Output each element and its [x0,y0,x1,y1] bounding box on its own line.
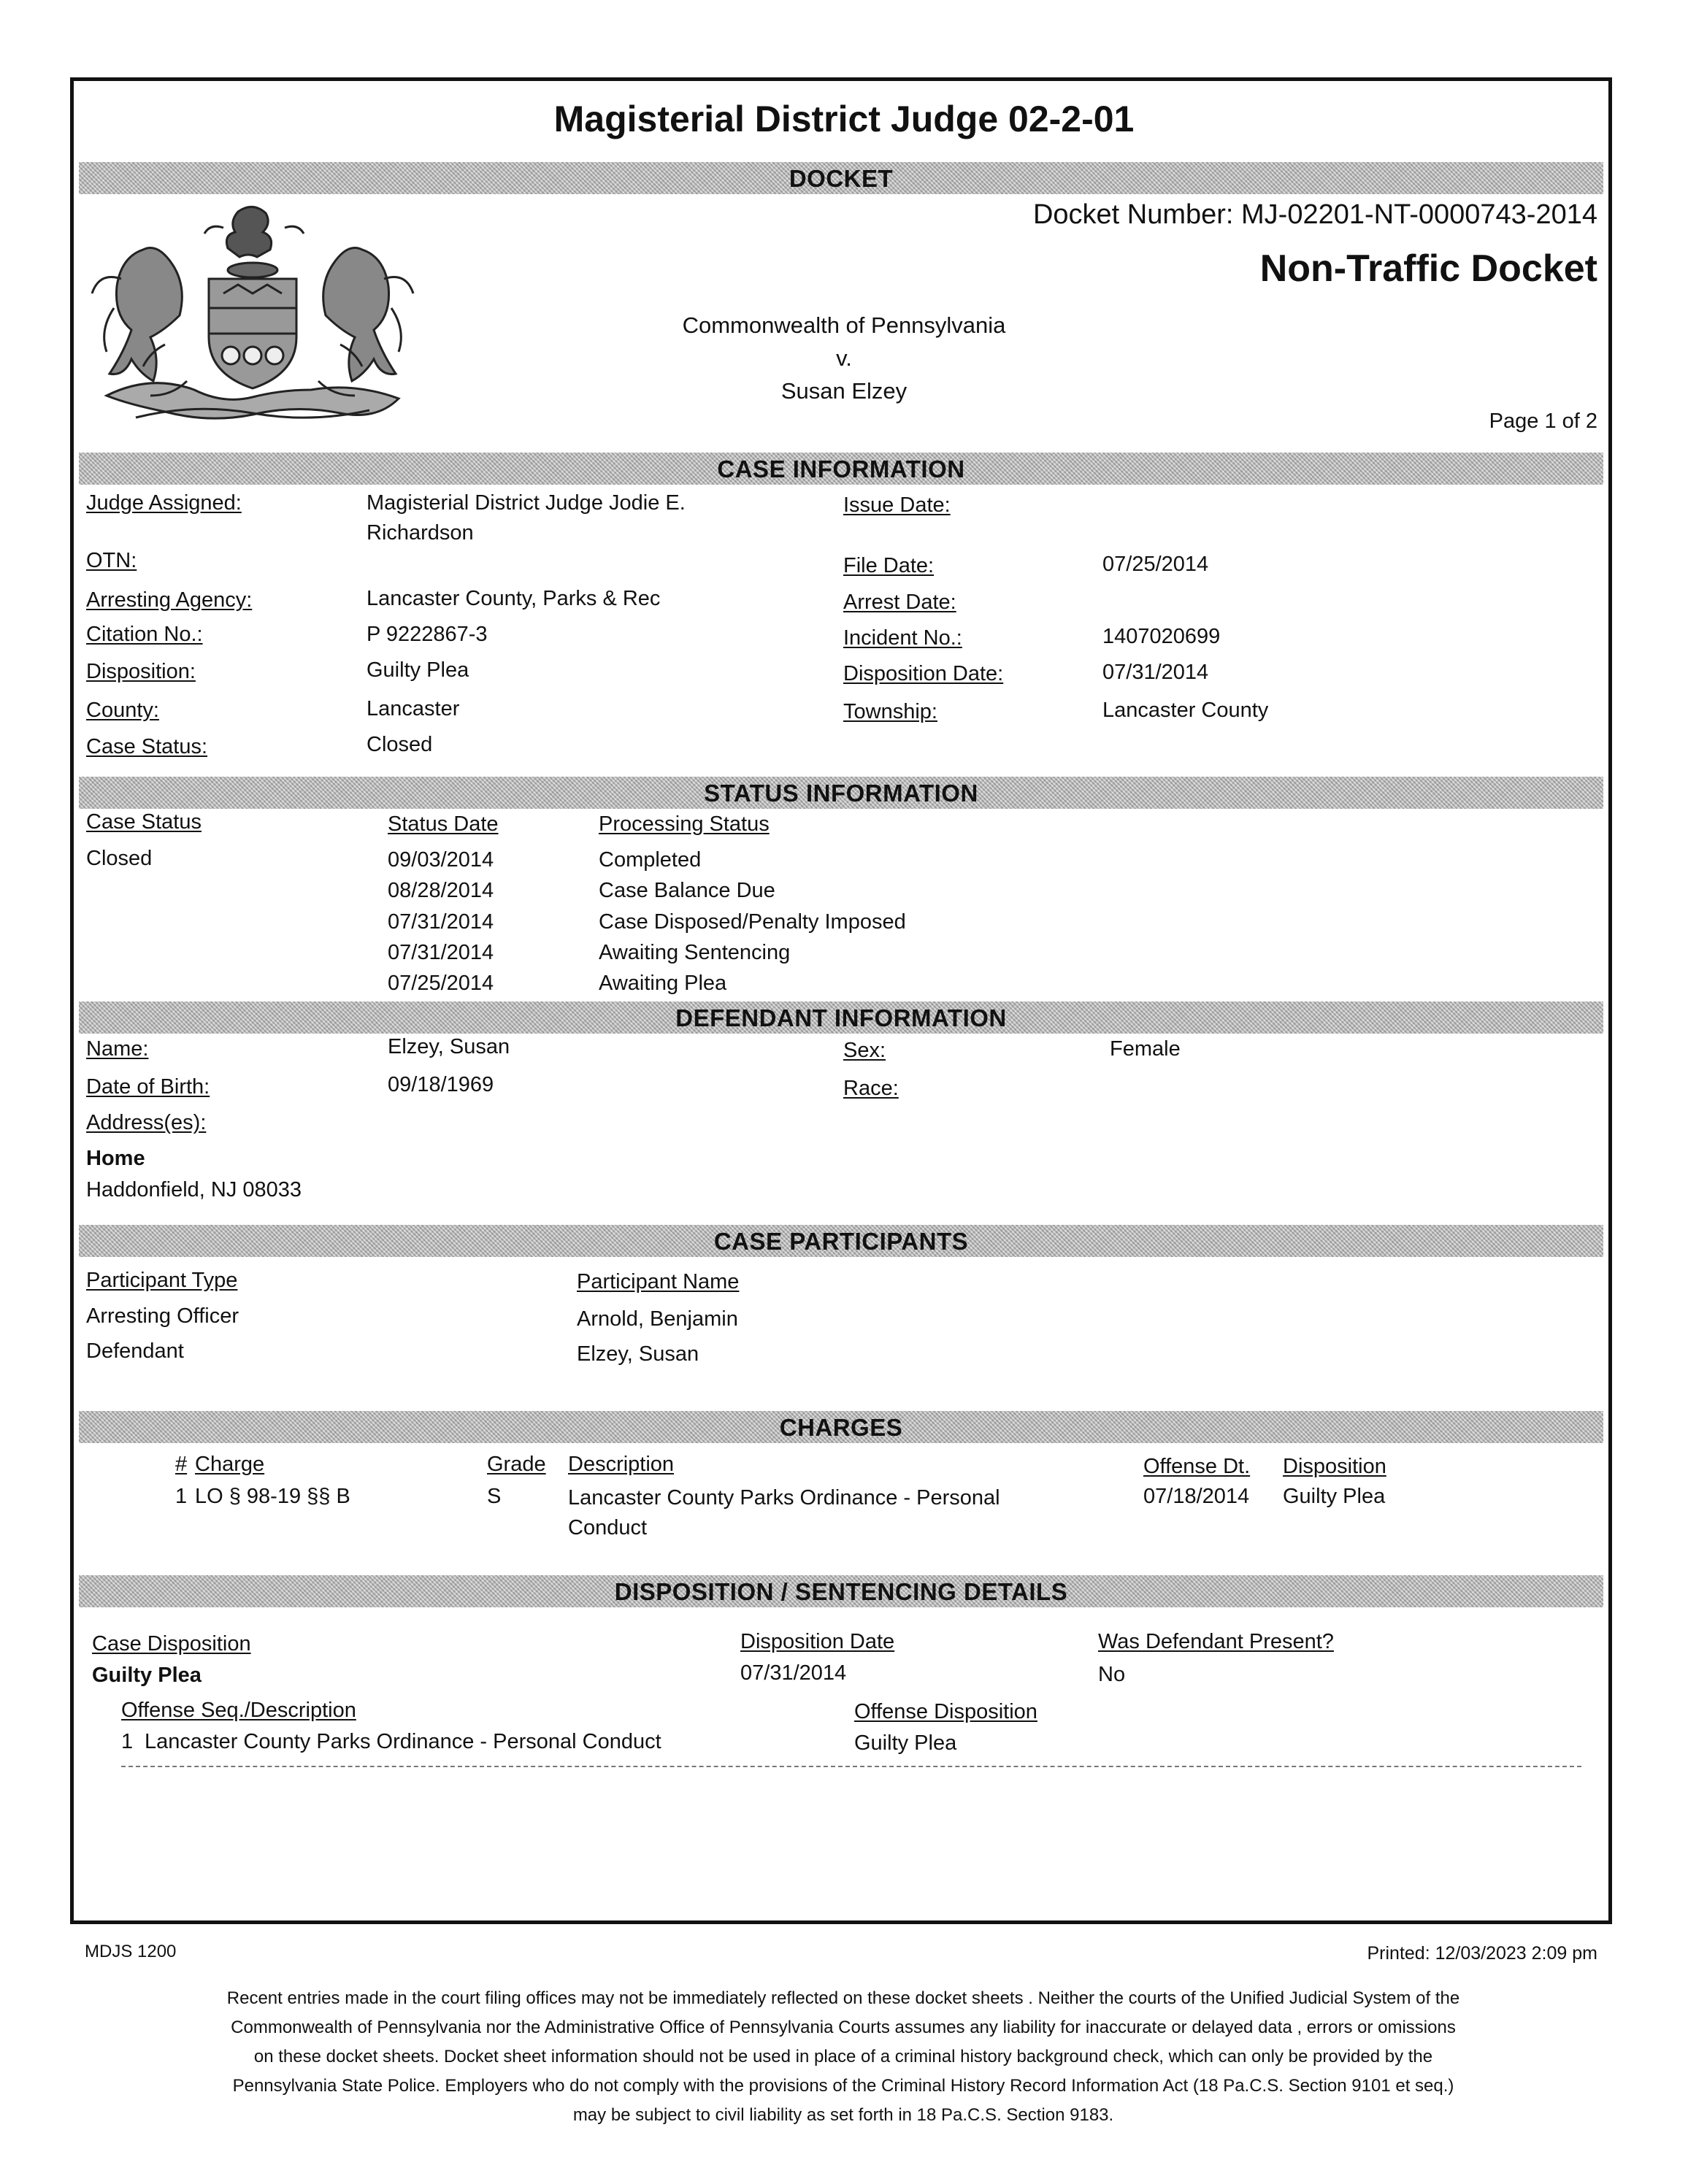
race-label: Race: [843,1077,899,1100]
charge-num-header: # [175,1453,188,1476]
participant-name: Elzey, Susan [577,1342,699,1366]
charge-disposition-header: Disposition [1283,1455,1386,1478]
dob-value: 09/18/1969 [388,1073,494,1096]
disposition-date-value: 07/31/2014 [1102,661,1209,684]
defendant-present-value: No [1098,1663,1126,1686]
status-date-row: 09/03/2014 [388,848,494,872]
incident-value: 1407020699 [1102,625,1221,648]
sentencing-disposition-date-label: Disposition Date [740,1630,895,1653]
arresting-agency-value: Lancaster County, Parks & Rec [367,587,661,610]
disclaimer-line: on these docket sheets. Docket sheet information should not be used in place of a criminal history background check, which can only be provided by the [253,2047,1433,2066]
sentencing-disposition-date-value: 07/31/2014 [740,1661,847,1685]
processing-status-row: Completed [599,848,702,872]
offense-seq-number: 1 [121,1730,134,1753]
form-id: MDJS 1200 [85,1942,177,1961]
charge-description-line2: Conduct [568,1516,648,1539]
file-date-label: File Date: [843,554,935,577]
case-status-label: Case Status: [86,735,208,758]
status-col-case-status: Case Status [86,810,202,834]
offense-disposition-value: Guilty Plea [854,1731,957,1755]
disclaimer [139,1984,1548,2130]
disclaimer-line: Recent entries made in the court filing offices may not be immediately reflected on these docket sheets . Neither the courts of the Unified Judicial System of the [226,1988,1460,2008]
charge-num: 1 [175,1485,188,1508]
case-status-value: Closed [367,733,433,756]
page-title: Magisterial District Judge 02-2-01 [553,99,1135,139]
address-type: Home [86,1147,145,1170]
arrest-date-label: Arrest Date: [843,591,956,614]
incident-label: Incident No.: [843,626,962,650]
offense-seq-label: Offense Seq./Description [121,1699,356,1722]
name-value: Elzey, Susan [388,1035,510,1058]
status-date-row: 08/28/2014 [388,879,494,902]
status-information-heading: STATUS INFORMATION [704,780,978,807]
page-number: Page 1 of 2 [1489,410,1597,433]
status-information-band [79,777,1603,809]
address-value: Haddonfield, NJ 08033 [86,1178,302,1201]
judge-assigned-label: Judge Assigned: [86,491,242,515]
charge-header: Charge [195,1453,265,1476]
participant-type: Defendant [86,1339,184,1363]
plaintiff-name: Commonwealth of Pennsylvania [682,312,1006,338]
file-date-value: 07/25/2014 [1102,553,1209,576]
case-disposition-label: Case Disposition [92,1632,251,1656]
participant-type: Arresting Officer [86,1304,239,1328]
charges-heading: CHARGES [779,1414,903,1441]
charge-statute: LO § 98-19 §§ B [195,1485,350,1508]
name-label: Name: [86,1037,149,1061]
charge-offense-date: 07/18/2014 [1143,1485,1250,1508]
processing-status-row: Case Disposed/Penalty Imposed [599,910,906,934]
sex-value: Female [1110,1037,1181,1061]
status-date-row: 07/31/2014 [388,941,494,964]
defendant-information-heading: DEFENDANT INFORMATION [675,1004,1007,1031]
processing-status-row: Awaiting Sentencing [599,941,791,964]
arresting-agency-label: Arresting Agency: [86,588,253,612]
disposition-sentencing-band [79,1575,1603,1607]
disclaimer-line: Commonwealth of Pennsylvania nor the Administrative Office of Pennsylvania Courts assumes any liability for inaccurate or delayed data , errors or omissions [231,2018,1456,2037]
status-col-processing-status: Processing Status [599,812,770,836]
processing-status-row: Awaiting Plea [599,972,727,995]
docket-band [79,162,1603,194]
disposition-sentencing-heading: DISPOSITION / SENTENCING DETAILS [614,1578,1068,1605]
status-col-status-date: Status Date [388,812,499,836]
participant-name-header: Participant Name [577,1270,740,1293]
judge-assigned-line1: Magisterial District Judge Jodie E. [367,491,686,515]
docket-band-title: DOCKET [789,165,894,192]
offense-seq-description: Lancaster County Parks Ordinance - Personal Conduct [145,1730,661,1753]
citation-value: P 9222867-3 [367,623,488,646]
dob-label: Date of Birth: [86,1075,210,1099]
disclaimer-line: may be subject to civil liability as set forth in 18 Pa.C.S. Section 9183. [572,2105,1114,2125]
disposition-date-label: Disposition Date: [843,662,1004,685]
charge-disposition: Guilty Plea [1283,1485,1386,1508]
docket-type: Non-Traffic Docket [1259,247,1597,290]
versus-label: v. [836,345,852,371]
disposition-value: Guilty Plea [367,658,469,682]
charges-band [79,1411,1603,1443]
offense-date-header: Offense Dt. [1143,1455,1251,1478]
status-date-row: 07/31/2014 [388,910,494,934]
township-label: Township: [843,700,937,723]
defendant-information-band [79,1001,1603,1034]
case-participants-heading: CASE PARTICIPANTS [713,1228,969,1255]
status-date-row: 07/25/2014 [388,972,494,995]
charge-description-line1: Lancaster County Parks Ordinance - Personal [568,1486,1000,1510]
addresses-label: Address(es): [86,1111,207,1134]
docket-number: Docket Number: MJ-02201-NT-0000743-2014 [1032,199,1597,230]
charge-grade: S [487,1485,502,1508]
disclaimer-line: Pennsylvania State Police. Employers who do not comply with the provisions of the Criminal History Record Information Act (18 Pa.C.S. Section 9101 et seq.) [232,2076,1454,2096]
participant-name: Arnold, Benjamin [577,1307,738,1331]
grade-header: Grade [487,1453,546,1476]
disposition-label: Disposition: [86,660,196,683]
defendant-caption: Susan Elzey [780,378,908,404]
citation-label: Citation No.: [86,623,203,646]
status-case-status-value: Closed [86,847,153,870]
section-dashed-divider [121,1766,1581,1767]
sex-label: Sex: [843,1039,886,1062]
offense-disposition-label: Offense Disposition [854,1700,1037,1723]
township-value: Lancaster County [1102,699,1269,722]
printed-timestamp: Printed: 12/03/2023 2:09 pm [1367,1943,1597,1964]
defendant-present-label: Was Defendant Present? [1098,1630,1334,1653]
issue-date-label: Issue Date: [843,493,951,517]
processing-status-row: Case Balance Due [599,879,775,902]
description-header: Description [568,1453,675,1476]
case-information-band [79,453,1603,485]
case-information-heading: CASE INFORMATION [717,455,965,482]
case-participants-band [79,1225,1603,1257]
participant-type-header: Participant Type [86,1269,238,1292]
case-disposition-value: Guilty Plea [92,1664,202,1687]
judge-assigned-line2: Richardson [367,521,474,545]
county-value: Lancaster [367,697,460,720]
otn-label: OTN: [86,549,137,572]
county-label: County: [86,699,159,722]
